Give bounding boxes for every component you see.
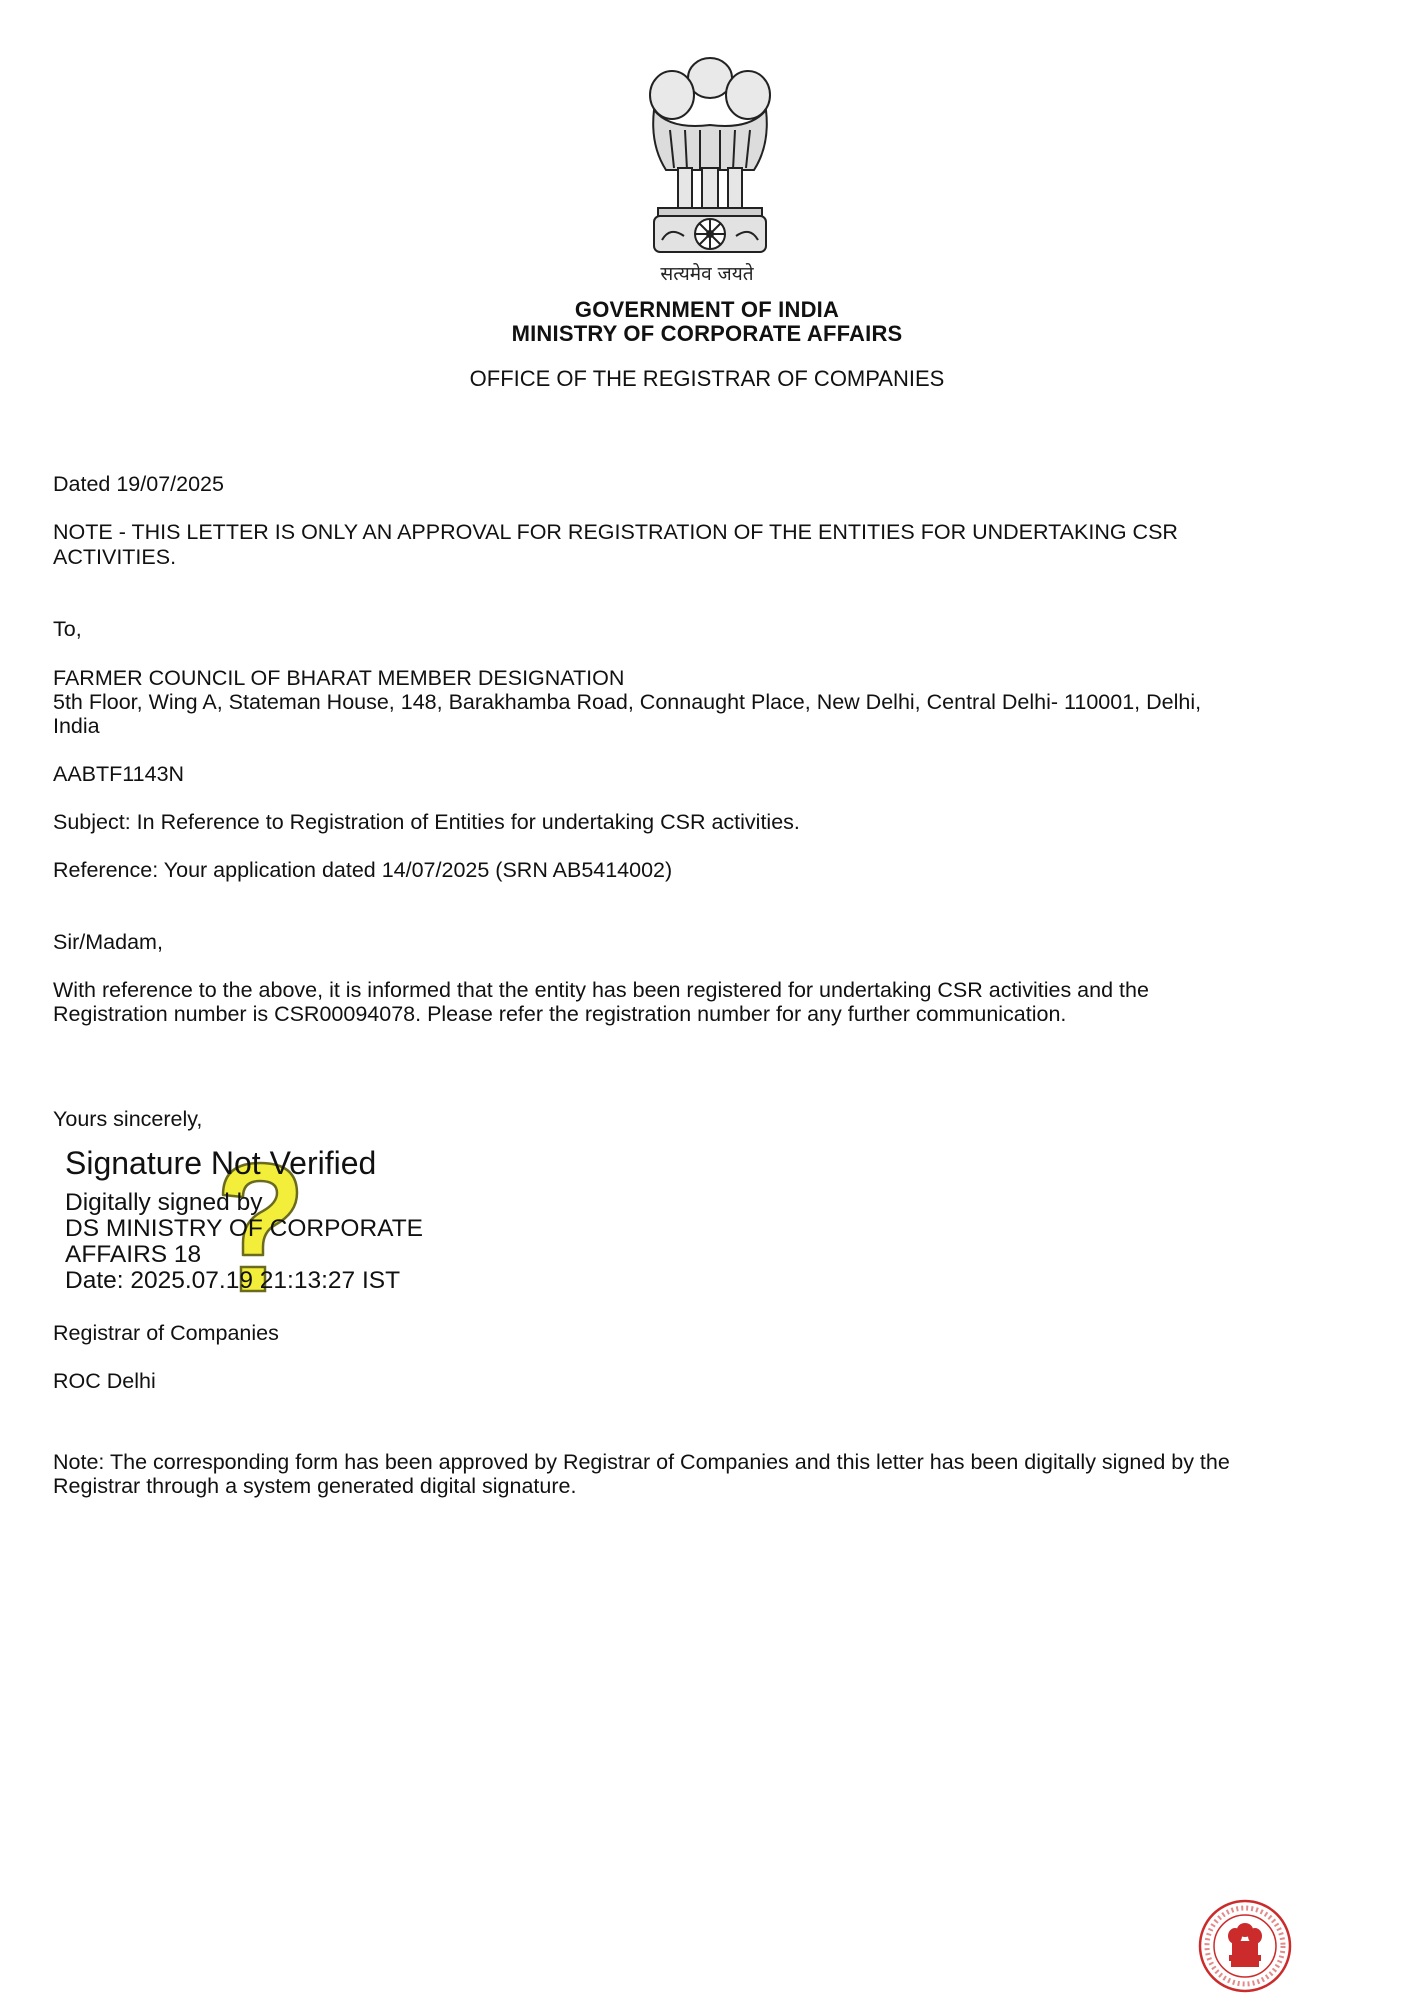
national-emblem-icon [640,50,780,260]
approval-note-line-2: ACTIVITIES. [53,545,177,569]
office-heading: OFFICE OF THE REGISTRAR OF COMPANIES [469,366,945,391]
salutation: Sir/Madam, [53,930,163,954]
recipient-name: FARMER COUNCIL OF BHARAT MEMBER DESIGNATION [53,666,625,690]
mca-roc-seal-icon [1196,1897,1294,1995]
signature-status: Signature Not Verified [65,1145,377,1181]
signature-signed-by: Digitally signed by [65,1189,263,1216]
government-heading: GOVERNMENT OF INDIA [574,297,840,322]
recipient-pan: AABTF1143N [53,762,185,786]
footer-note-line-1: Note: The corresponding form has been approved by Registrar of Companies and this letter has been digitally signed by the [53,1450,1230,1474]
ministry-heading: MINISTRY OF CORPORATE AFFAIRS [511,321,903,346]
closing: Yours sincerely, [53,1107,203,1131]
letter-subject: Subject: In Reference to Registration of Entities for undertaking CSR activities. [53,810,800,834]
signature-signer-name-cont: AFFAIRS 18 [65,1241,202,1268]
addressee-to: To, [53,617,82,641]
letter-reference: Reference: Your application dated 14/07/2025 (SRN AB5414002) [53,858,673,882]
body-line-2: Registration number is CSR00094078. Please refer the registration number for any further communication. [53,1002,1067,1026]
digital-signature-block[interactable] [65,1145,525,1305]
approval-note-line-1: NOTE - THIS LETTER IS ONLY AN APPROVAL FOR REGISTRATION OF THE ENTITIES FOR UNDERTAKING CSR [53,520,1178,544]
recipient-address-line-2: India [53,714,100,738]
signature-date: Date: 2025.07.19 21:13:27 IST [65,1267,401,1294]
emblem-motto: सत्यमेव जयते [660,263,754,285]
footer-note-line-2: Registrar through a system generated digital signature. [53,1474,577,1498]
body-line-1: With reference to the above, it is informed that the entity has been registered for undertaking CSR activities and the [53,978,1149,1002]
recipient-address-line-1: 5th Floor, Wing A, Stateman House, 148, Barakhamba Road, Connaught Place, New Delhi, Central Delhi- 110001, Delhi, [53,690,1202,714]
signer-office: ROC Delhi [53,1369,156,1393]
signer-title: Registrar of Companies [53,1321,279,1345]
signature-signer-name: DS MINISTRY OF CORPORATE [65,1215,424,1242]
letter-date: Dated 19/07/2025 [53,472,224,496]
